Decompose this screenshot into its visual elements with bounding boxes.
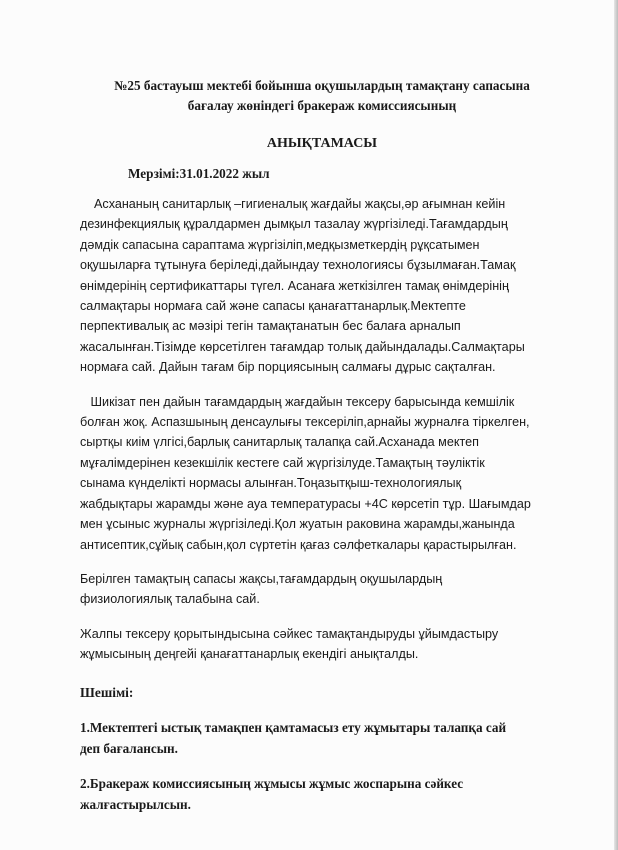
text-line: мұғалімдерінен кезекшілік кестеге сай жүргізілуде.Тамақтың тәуліктік	[80, 455, 485, 470]
text-line: сыртқы киім үлгісі,барлық санитарлық талапқа сай.Асханада мектеп	[80, 435, 479, 450]
text-line: Асхананың санитарлық –гигиеналық жағдайы жақсы,әр ағымнан кейін	[80, 197, 506, 211]
text-line: мен ұсыныс журналы жүргізіледі.Қол жуатын раковина жарамды,жанында	[80, 517, 515, 532]
text-line: дәмдік сапасына сараптама жүргізіліп,медқызметкердің рұқсатымен	[80, 237, 480, 252]
text-line: 1.Мектептегі ыстық тамақпен қамтамасыз ету жұмытары талапқа сай	[80, 719, 507, 735]
title-line-2: бағалау жөніндегі бракераж комиссиясының	[187, 98, 457, 113]
text-line: Берілген тамақтың сапасы жақсы,тағамдардың оқушылардың	[80, 571, 443, 586]
document-title	[80, 76, 564, 116]
document-body	[80, 76, 564, 815]
text-line: өнімдерінің сертификаттары түгел. Асанаға жеткізілген тамақ өнімдерінің	[80, 278, 509, 293]
scan-edge-shadow	[614, 0, 618, 850]
text-line: 2.Бракераж комиссиясының жұмысы жұмыс жоспарына сәйкес	[80, 775, 464, 791]
decision-1	[80, 717, 564, 759]
text-line: жасалынған.Тізімде көрсетілген тағамдар толық дайындалады.Салмақтары	[80, 339, 525, 354]
document-heading: АНЫҚТАМАСЫ	[266, 136, 378, 151]
paragraph-3	[80, 569, 564, 610]
text-line: жалғастырылсын.	[80, 796, 191, 812]
paragraph-1	[80, 194, 564, 378]
decision-2	[80, 773, 564, 815]
text-line: физиологиялық талабына сай.	[80, 592, 260, 607]
text-line: деп бағалансын.	[80, 740, 178, 756]
text-line: Жалпы тексеру қорытындысына сәйкес тамақтандыруды ұйымдастыру	[80, 626, 499, 641]
text-line: Шикізат пен дайын тағамдардың жағдайын тексеру барысында кемшілік	[80, 394, 515, 409]
text-line: салмақтары нормаға сай және сапасы қанағаттанарлық.Мектепте	[80, 299, 466, 314]
text-line: антисептик,сұйық сабын,қол сүртетін қағаз сәлфеткалары қарастырылған.	[80, 537, 517, 552]
text-line: жабдықтары жарамды және ауа температурасы +4С көрсетіп тұр. Шағымдар	[80, 496, 531, 511]
text-line: жұмысының деңгейі қанағаттанарлық екендігі анықталды.	[80, 647, 419, 662]
document-date: Мерзімі:31.01.2022 жыл	[128, 166, 270, 181]
text-line: сынама күнделікті нормасы алынған.Тоңазытқыш-технологиялық	[80, 476, 462, 491]
text-line: оқушыларға тұтынуға беріледі,дайындау технологиясы бұзылмаған.Тамақ	[80, 258, 516, 273]
text-line: болған жоқ. Аспазшының денсаулығы тексеріліп,арнайы журналға тіркелген,	[80, 415, 530, 430]
paragraph-4	[80, 624, 564, 665]
text-line: нормаға сай. Дайын тағам бір порциясының салмағы дұрыс сақталған.	[80, 360, 496, 375]
text-line: перпективалық ас мәзірі тегін тамақтанатын бес балаға арналып	[80, 319, 461, 334]
title-line-1: №25 бастауыш мектебі бойынша оқушылардың тамақтану сапасына	[114, 78, 530, 93]
text-line: дезинфекциялық құралдармен дымқыл тазалау жүргізіледі.Тағамдардың	[80, 217, 508, 232]
paragraph-2	[80, 392, 564, 555]
decision-label: Шешімі:	[80, 684, 134, 700]
